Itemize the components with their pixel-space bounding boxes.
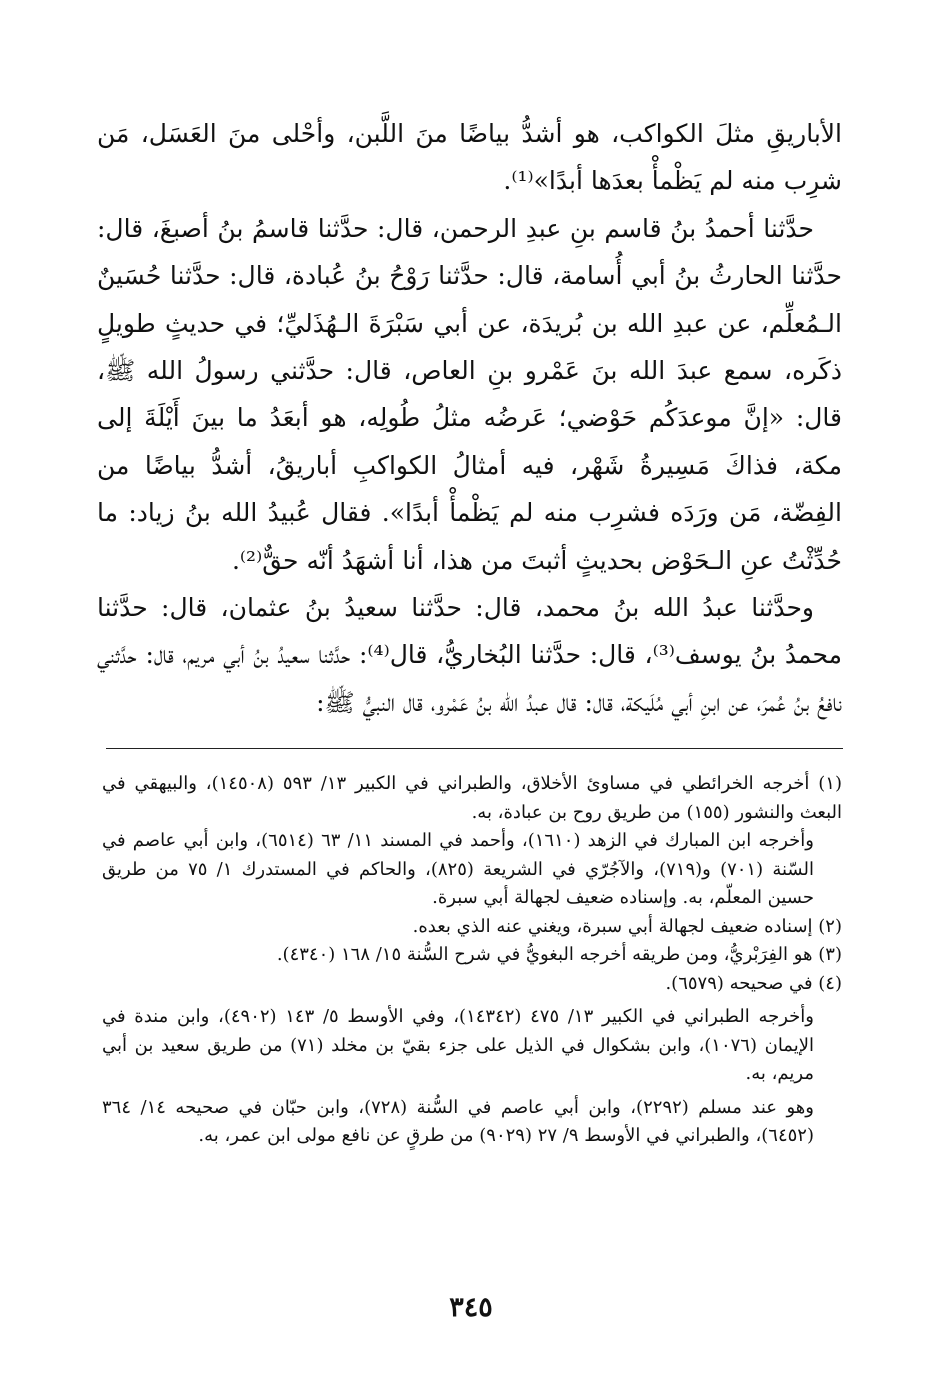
footnote: (٢) إسناده ضعيف لجهالة أبي سبرة، ويغني عنه الذي بعده.	[412, 915, 842, 937]
footnote-continuation: وأخرجه الطبراني في الكبير ١٣/ ٤٧٥ (١٤٣٤٢)، وفي الأوسط ٥/ ١٤٣ (٤٩٠٢)، وابن مندة في الإيمان (١٠٧٦)، وابن بشكوال في الذيل على جزء بقيّ بن مخلد (٧١) من طريق سعيد بن أبي مريم، به.	[102, 1006, 814, 1084]
footnote-continuation: وأخرجه ابن المبارك في الزهد (١٦١٠)، وأحمد في المسند ١١/ ٦٣ (٦٥١٤)، وابن أبي عاصم في السّنة (٧٠١) و(٧١٩)، والآجُرّي في الشريعة (٨٢٥)، والحاكم في المستدرك ١/ ٧٥ من طريق حسين المعلّم، به. وإسناده ضعيف لجهالة أبي سبرة.	[102, 830, 814, 908]
main-paragraph: وحدَّثنا عبدُ الله بنُ محمد، قال: حدَّثنا سعيدُ بنُ عثمان، قال: حدَّثنا محمدُ بنُ يوسف⁽³⁾، قال: حدَّثنا البُخاريُّ، قال⁽⁴⁾: حدَّثنا سعيدُ بنُ أبي مريم، قال: حدَّثني نافعُ بنُ عُمرَ، عن ابنِ أبي مُلَيكة، قال: قال عبدُ الله بنُ عَمْرو، قال النبيُّ ﷺ:	[97, 593, 842, 717]
footnote: (٣) هو الفِرَبْريُّ، ومن طريقه أخرجه البغويُّ في شرح السُّنة ١٥/ ١٦٨ (٤٣٤٠).	[276, 944, 842, 965]
footnote: (١) أخرجه الخرائطي في مساوئ الأخلاق، والطبراني في الكبير ١٣/ ٥٩٣ (١٤٥٠٨)، والبيهقي في البعث والنشور (١٥٥) من طريق روح بن عبادة، به.	[102, 773, 842, 823]
footnotes-section	[102, 770, 842, 1151]
footnote-continuation: وهو عند مسلم (٢٢٩٢)، وابن أبي عاصم في السُّنة (٧٢٨)، وابن حبّان في صحيحه ١٤/ ٣٦٤ (٦٤٥٢)، والطبراني في الأوسط ٩/ ٢٧ (٩٠٢٩) من طرقٍ عن نافع مولى ابن عمر، به.	[102, 1096, 814, 1146]
main-paragraph: الأباريقِ مثلَ الكواكب، هو أشدُّ بياضًا منَ اللَّبن، وأحْلى منَ العَسَل، مَن شرِب منه لم يَظْمأْ بعدَها أبدًا»⁽¹⁾.	[97, 119, 842, 196]
main-paragraph: حدَّثنا أحمدُ بنُ قاسم بنِ عبدِ الرحمن، قال: حدَّثنا قاسمُ بنُ أصبغَ، قال: حدَّثنا الحارثُ بنُ أبي أُسامة، قال: حدَّثنا رَوْحُ بنُ عُبادة، قال: حدَّثنا حُسَينٌ الـمُعلِّم، عن عبدِ الله بن بُريدَة، عن أبي سَبْرَةَ الـهُذَليِّ؛ في حديثٍ طويلٍ ذكَره، سمع عبدَ الله بنَ عَمْرو بنِ العاص، قال: حدَّثني رسولُ الله ﷺ، قال: «إنَّ موعدَكُم حَوْضي؛ عَرضُه مثلُ طُولِه، هو أبعَدُ ما بينَ أَيْلَةَ إلى مكة، فذاكَ مَسِيرةُ شَهْر، فيه أمثالُ الكواكبِ أباريقُ، أشدُّ بياضًا من الفِضّة، مَن ورَدَه فشرِب منه لم يَظْمأْ أبدًا». فقال عُبيدُ الله بنُ زياد: ما حُدِّثْتُ عنِ الـحَوْض بحديثٍ أثبتَ من هذا، أنا أشهَدُ أنّه حقٌّ⁽²⁾.	[97, 213, 842, 575]
footnote: (٤) في صحيحه (٦٥٧٩).	[665, 972, 842, 994]
main-text-body	[97, 110, 842, 726]
footnote-separator	[106, 748, 843, 749]
page-number: ٣٤٥	[449, 1292, 493, 1323]
